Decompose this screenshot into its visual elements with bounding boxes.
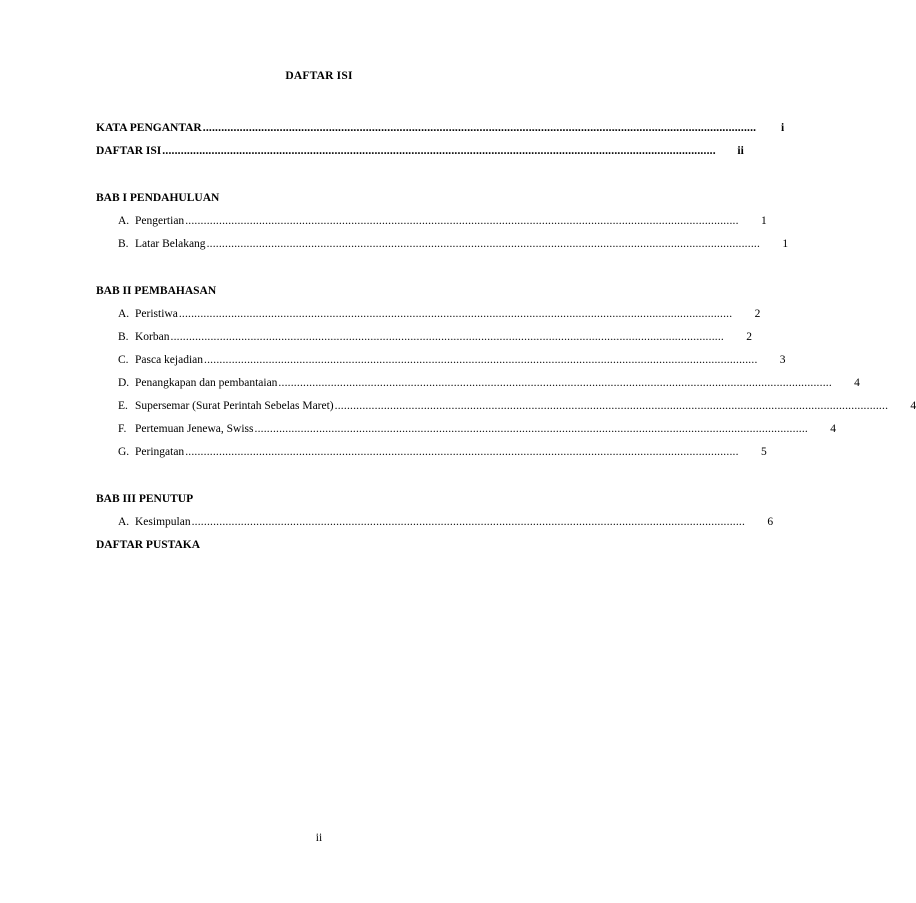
toc-page-number: 4	[910, 400, 916, 412]
toc-entry-letter: B.	[118, 238, 129, 250]
toc-entry	[96, 395, 916, 418]
toc-page-number: 3	[779, 354, 786, 366]
toc-entry-letter: B.	[118, 331, 129, 343]
toc-entry-letter: C.	[118, 354, 129, 366]
toc-entry	[96, 303, 761, 326]
dot-leader: ....................................................................................................................................................................................	[185, 446, 739, 458]
toc-entry-letter: D.	[118, 377, 130, 389]
toc-entry-kata-pengantar	[96, 117, 785, 140]
toc-page-number: 2	[746, 331, 752, 343]
section-heading-daftar-pustaka: DAFTAR PUSTAKA	[96, 539, 201, 551]
toc-entry	[96, 418, 836, 441]
dot-leader: ....................................................................................................................................................................................	[334, 400, 889, 412]
dot-leader: ....................................................................................................................................................................................	[206, 238, 761, 250]
toc-entry	[96, 326, 752, 349]
dot-leader: ....................................................................................................................................................................................	[185, 215, 739, 227]
toc-entry-daftar-isi	[96, 140, 744, 163]
toc-entry-label: Pertemuan Jenewa, Swiss	[135, 423, 254, 435]
toc-entry-label: Penangkapan dan pembantaian	[135, 377, 278, 389]
toc-entry-letter: A.	[118, 215, 130, 227]
table-of-contents	[96, 117, 916, 557]
toc-page-number: 1	[782, 238, 789, 250]
toc-entry	[96, 210, 767, 233]
section-heading-bab-2: BAB II PEMBAHASAN	[96, 285, 217, 297]
dot-leader: ....................................................................................................................................................................................	[170, 331, 724, 343]
toc-entry-label: DAFTAR ISI	[96, 145, 162, 157]
page-number-footer: ii	[315, 832, 323, 844]
toc-page-number: i	[781, 122, 785, 134]
toc-page-number: 1	[760, 215, 767, 227]
toc-entry-label: Korban	[135, 331, 170, 343]
page-title: DAFTAR ISI	[285, 70, 353, 82]
toc-page-number: 4	[830, 423, 836, 435]
dot-leader: ....................................................................................................................................................................................	[162, 145, 716, 157]
toc-page-number: 4	[854, 377, 860, 389]
dot-leader: ....................................................................................................................................................................................	[204, 354, 758, 366]
dot-leader: ....................................................................................................................................................................................	[254, 423, 808, 435]
toc-entry-label: Pengertian	[135, 215, 185, 227]
toc-entry-label: Pasca kejadian	[135, 354, 204, 366]
toc-page-number: 2	[754, 308, 761, 320]
toc-entry-label: Peristiwa	[135, 308, 178, 320]
toc-entry-label: KATA PENGANTAR	[96, 122, 202, 134]
toc-entry	[96, 349, 786, 372]
toc-entry	[96, 441, 767, 464]
dot-leader: ....................................................................................................................................................................................	[278, 377, 832, 389]
toc-entry-label: Kesimpulan	[135, 516, 191, 528]
toc-entry-letter: A.	[118, 516, 130, 528]
toc-entry-label: Peringatan	[135, 446, 185, 458]
toc-entry-label: Latar Belakang	[135, 238, 206, 250]
toc-page-number: 5	[760, 446, 767, 458]
toc-entry	[96, 511, 774, 534]
dot-leader: ....................................................................................................................................................................................	[202, 122, 757, 134]
toc-entry-letter: E.	[118, 400, 128, 412]
toc-page-number: 6	[767, 516, 774, 528]
dot-leader: ....................................................................................................................................................................................	[178, 308, 733, 320]
toc-entry-label: Supersemar (Surat Perintah Sebelas Maret)	[135, 400, 334, 412]
dot-leader: ....................................................................................................................................................................................	[191, 516, 746, 528]
toc-entry	[96, 233, 789, 256]
toc-entry	[96, 372, 860, 395]
toc-entry-letter: G.	[118, 446, 130, 458]
toc-page-number: ii	[737, 145, 744, 157]
section-heading-bab-1: BAB I PENDAHULUAN	[96, 192, 220, 204]
toc-entry-letter: F.	[118, 423, 127, 435]
toc-entry-letter: A.	[118, 308, 130, 320]
section-heading-bab-3: BAB III PENUTUP	[96, 493, 194, 505]
